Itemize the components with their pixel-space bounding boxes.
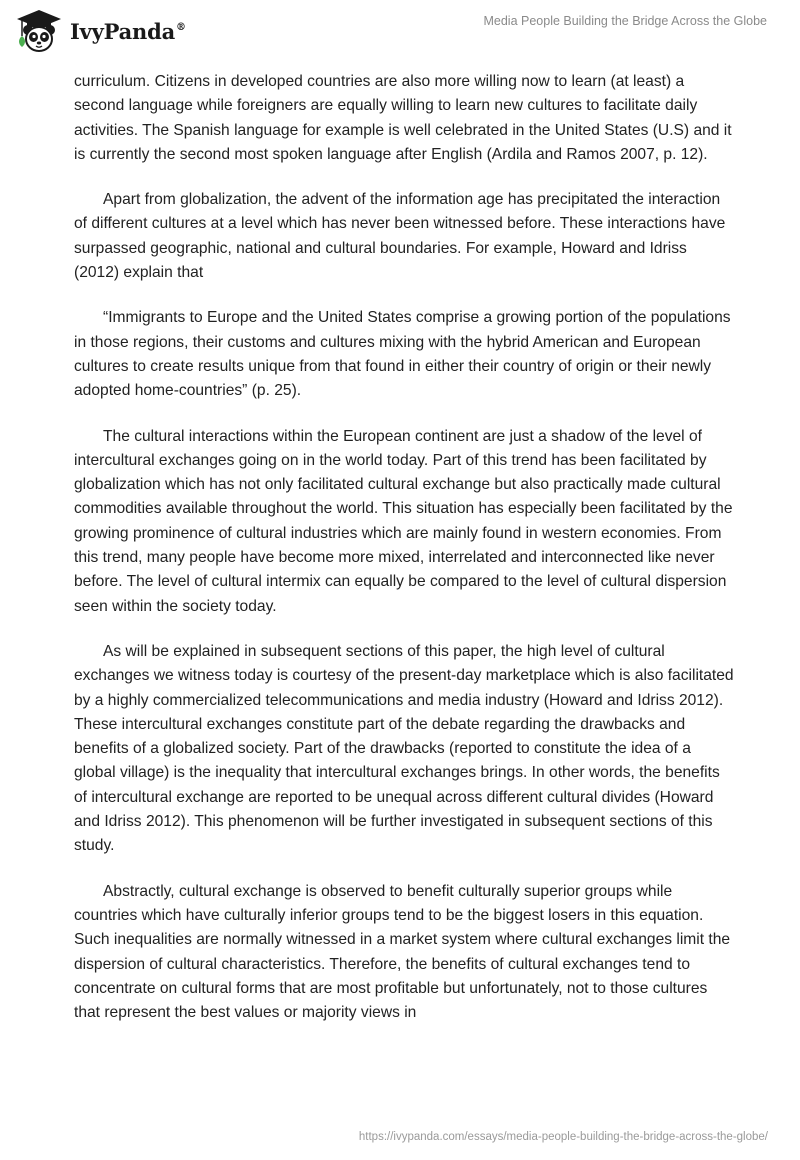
block-quote: “Immigrants to Europe and the United States comprise a growing portion of the populations in those regions, their customs and cultures mixing with the hybrid American and European cultures to create results unique from that found in either their country of origin or their newly adopted home-countries” (p. 25). <box>74 309 731 400</box>
essay-body <box>74 70 734 1046</box>
source-url[interactable]: https://ivypanda.com/essays/media-people-building-the-bridge-across-the-globe/ <box>358 1131 768 1143</box>
paragraph: As will be explained in subsequent sections of this paper, the high level of cultural exchanges we witness today is courtesy of the present-day marketplace which is also facilitated by a highly commercialized telecommunications and media industry (Howard and Idriss 2012). These intercultural exchanges constitute part of the debate regarding the drawbacks and benefits of a globalized society. Part of the drawbacks (reported to constitute the idea of a global village) is the inequality that intercultural exchanges brings. In other words, the benefits of intercultural exchange are reported to be unequal across different cultural divides (Howard and Idriss 2012). This phenomenon will be further investigated in subsequent sections of this study. <box>74 642 734 855</box>
paragraph: curriculum. Citizens in developed countries are also more willing now to learn (at least) a second language while foreigners are equally willing to learn new cultures to facilitate daily activities. The Spanish language for example is well celebrated in the United States (U.S) and it is currently the second most spoken language after English (Ardila and Ramos 2007, p. 12). <box>74 73 732 163</box>
page-header <box>0 0 800 66</box>
document-title: Media People Building the Bridge Across the Globe <box>483 14 767 28</box>
paragraph: The cultural interactions within the European continent are just a shadow of the level of intercultural exchanges going on in the world today. Part of this trend has been facilitated by globalization which has not only facilitated cultural exchange but also practically made cultural commodities available throughout the world. This situation has especially been facilitated by the growing prominence of cultural industries which are mainly found in western economies. From this trend, many people have become more mixed, interrelated and interconnected like never before. The level of cultural intermix can equally be compared to the level of cultural dispersion seen within the society today. <box>74 427 733 615</box>
paragraph: Apart from globalization, the advent of the information age has precipitated the interaction of different cultures at a level which has never been witnessed before. These interactions have surpassed geographic, national and cultural boundaries. For example, Howard and Idriss (2012) explain that <box>74 191 726 282</box>
panda-graduate-icon <box>14 8 64 54</box>
brand-name: IvyPanda® <box>70 18 186 44</box>
paragraph: Abstractly, cultural exchange is observed to benefit culturally superior groups while countries which have culturally inferior groups tend to be the biggest losers in this equation. Such inequalities are normally witnessed in a market system where cultural exchanges limit the dispersion of cultural characteristics. Therefore, the benefits of cultural exchanges tend to concentrate on cultural forms that are most profitable but unfortunately, not to those cultures that represent the best values or majority views in <box>74 882 731 1022</box>
ivypanda-logo[interactable] <box>14 6 186 56</box>
